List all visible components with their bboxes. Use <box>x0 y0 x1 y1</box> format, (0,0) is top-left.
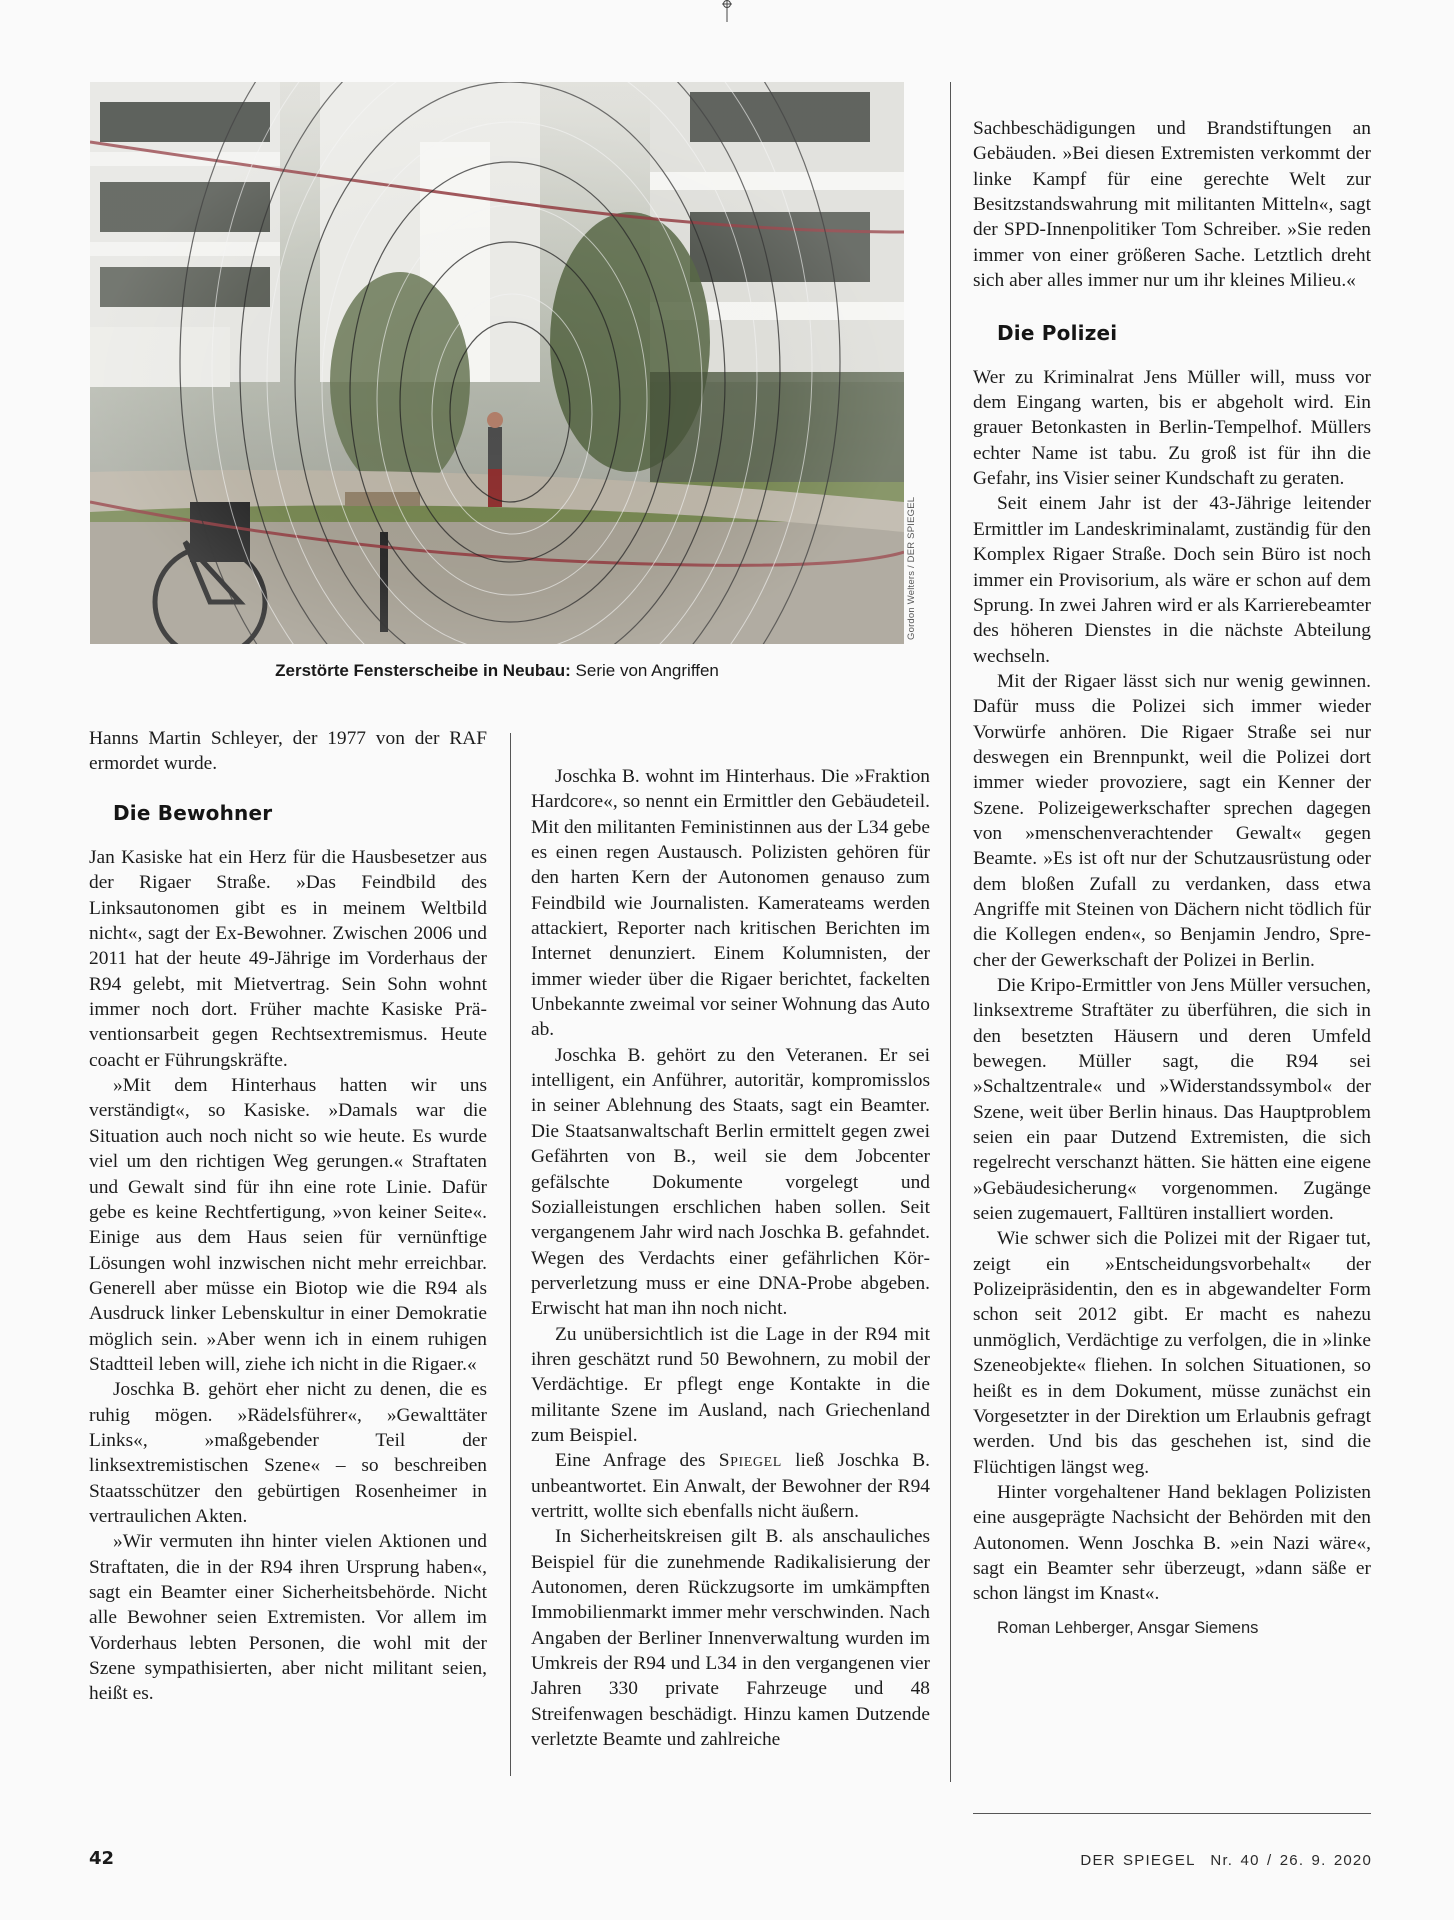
paragraph: Joschka B. gehört eher nicht zu denen, die es ruhig mögen. »Rädelsführer«, »Gewalttäter Links«, »maßgebender Teil der linksextremistischen Szene« – so beschreiben Staatsschützer den gebürtigen Rosenheimer in vertraulichen Akten. <box>89 1379 487 1527</box>
paragraph: Sachbeschädigungen und Brandstiftungen an Gebäuden. »Bei diesen Extremisten verkommt der linke Kampf für eine gerechte Welt zur Besitzstandswahrung mit militanten Mitteln«, sagt der SPD-Innenpolitiker Tom Schreiber. »Sie reden immer von einer größeren Sache. Letztlich dreht sich aber alles immer nur um ihr kleines Milieu.« <box>973 118 1371 292</box>
paragraph: Seit einem Jahr ist der 43-Jährige leitender Ermittler im Landeskriminalamt, zuständig für den Komplex Rigaer Straße. Doch sein Büro ist noch immer ein Provisorium, als wäre er schon auf dem Sprung. In zwei Jahren wird er als Karrierebeamter des höheren Dienstes in die nächste Abteilung wechseln. <box>973 493 1371 667</box>
photo-caption <box>90 661 904 681</box>
paragraph: In Sicherheitskreisen gilt B. als anschauliches Beispiel für die zunehmende Radikalisierung der Autonomen, deren Rückzugsorte im umkämpften Immobilienmarkt immer mehr verschwinden. Nach Angaben der Berliner Innenverwaltung wurden im Umkreis der R94 und L34 in den vergangenen vier Jahren 330 private Fahrzeuge und 48 Streifenwagen beschädigt. Hinzu kamen Dutzende verletzte Beamte und zahlreiche <box>531 1526 931 1751</box>
section-heading-polizei: Die Polizei <box>997 321 1118 346</box>
paragraph: Jan Kasiske hat ein Herz für die Hausbesetzer aus der Rigaer Straße. »Das Feindbild des Linksautonomen gibt es in meinem Weltbild nicht«, sagt der Ex-Bewohner. Zwischen 2006 und 2011 hat der heute 49-Jährige im Vorderhaus der R94 gelebt, mit Mietvertrag. Sein Sohn wohnt immer noch dort. Früher machte Kasiske Präventionsarbeit gegen Rechtsextremismus. Heute coacht er Führungskräfte. <box>89 847 487 1071</box>
issue-date: Nr. 40 / 26. 9. 2020 <box>1210 1852 1372 1869</box>
caption-title: Zerstörte Fensterscheibe in Neubau: <box>275 661 571 680</box>
page-number: 42 <box>89 1848 115 1869</box>
publication-name: DER SPIEGEL <box>1080 1852 1196 1869</box>
article-photo <box>90 82 904 644</box>
paragraph: Wer zu Kriminalrat Jens Müller will, muss vor dem Eingang warten, bis er abgeholt wird. Ein grauer Betonkasten in Berlin-Tempelhof. Müllers echter Name ist tabu. Zu groß ist für ihn die Gefahr, ins Visier seiner Kundschaft zu geraten. <box>973 366 1371 490</box>
end-rule <box>973 1813 1371 1814</box>
paragraph: Hanns Martin Schleyer, der 1977 von der RAF ermordet wurde. <box>89 728 487 775</box>
paragraph: Zu unübersichtlich ist die Lage in der R94 mit ihren geschätzt rund 50 Bewohnern, zu mobil der Verdächtige. Er pflegt enge Kontakte in die militante Szene im Ausland, nach Griechenland zum Beispiel. <box>531 1323 930 1446</box>
caption-text: Serie von Angriffen <box>570 661 719 680</box>
paragraph: Die Kripo-Ermittler von Jens Müller versuchen, linksextreme Straftäter zu überführen, die sich in den besetzten Häusern und deren Umfeld bewegen. Müller sagt, die R94 sei »Schaltzentrale« und »Widerstandssymbol« der Szene, weit über Berlin hinaus. Das Hauptproblem seien ein paar Dutzend Extremisten, die sich regelrecht verschanzt hätten. Sie hätten eine eigene »Gebäudesicherung« vorgenommen. Zugänge seien zugemauert, Falltüren installiert worden. <box>973 975 1371 1225</box>
paragraph <box>531 1448 930 1524</box>
column-divider <box>950 82 951 1782</box>
paragraph: »Wir vermuten ihn hinter vielen Aktionen und Straftaten, die in der R94 ihren Ursprung haben«, sagt ein Beamter einer Sicherheitsbehörde. Nicht alle Bewohner seien Extremisten. Vor allem im Vorderhaus lebten Personen, die wohl mit der Szene sympathisierten, aber nicht militant seien, heißt es. <box>89 1531 487 1705</box>
publication-name: Spiegel <box>718 1450 782 1472</box>
paragraph: Wie schwer sich die Polizei mit der Rigaer tut, zeigt ein »Entscheidungsvorbehalt« der Polizeipräsidentin, den es in abgewandelter Form schon seit 2012 gibt. Er macht es nahezu unmöglich, Verdächtige zu verfolgen, die in »linke Szeneobjekte« fliehen. In solchen Situationen, so heißt es in dem Dokument, müsse zunächst ein Vorgesetzter in der Direktion um Erlaubnis gefragt werden. Und bis das geschehen ist, sind die Flüchtigen längst weg. <box>973 1228 1371 1478</box>
section-heading-bewohner: Die Bewohner <box>113 800 273 825</box>
article-column-2 <box>531 764 930 1752</box>
photo-credit: Gordon Welters / DER SPIEGEL <box>906 496 917 640</box>
article-column-3 <box>973 116 1371 1641</box>
shattered-window-photo <box>90 82 904 644</box>
author-byline: Roman Lehberger, Ansgar Siemens <box>997 1618 1259 1637</box>
text-run: Eine Anfrage des <box>555 1450 719 1472</box>
column-divider <box>510 733 511 1776</box>
paragraph: Joschka B. gehört zu den Veteranen. Er sei intelligent, ein Anführer, autoritär, kompromisslos in seiner Ablehnung des Staats, sagt ein Beamter. Die Staatsanwaltschaft Berlin ermittelt gegen zwei Gefährten von B., weil sie dem Jobcenter gefälschte Dokumente vorgelegt und Sozialleistungen erschlichen haben sollen. Seit vergangenem Jahr wird nach Joschka B. gefahndet. Wegen des Verdachts einer gefährlichen Körperverletzung muss er eine DNA-Probe abgeben. Erwischt hat man ihn noch nicht. <box>531 1044 930 1320</box>
paragraph: Mit der Rigaer lässt sich nur wenig gewinnen. Dafür muss die Polizei sich immer wieder Vorwürfe anhören. Die Rigaer Straße sei nur deswegen ein Brennpunkt, weil die Polizei dort immer wieder provoziere, sagt ein Kenner der Szene. Polizeigewerkschafter sprechen dagegen von »menschenverachtender Gewalt« gegen Beamte. »Es ist oft nur der Schutzausrüstung oder dem bloßen Zufall zu verdanken, dass etwa Angriffe mit Steinen von Dächern nicht tödlich für die Kollegen enden«, so Benjamin Jendro, Sprecher der Gewerkschaft der Polizei in Berlin. <box>973 670 1371 971</box>
registration-mark-icon <box>721 0 733 22</box>
paragraph: »Mit dem Hinterhaus hatten wir uns verständigt«, so Kasiske. »Damals war die Situation auch noch nicht so wie heute. Es wurde viel um den richtigen Weg gerungen.« Straftaten und Gewalt sind für ihn eine rote Linie. Dafür gebe es keine Rechtfertigung, »von keiner Seite«. Einige aus dem Haus seien für vernünftige Lösungen wohl inzwischen nicht mehr erreichbar. Generell aber müsse ein Biotop wie die R94 als Ausdruck linker Lebenskultur in einer Demokratie möglich sein. »Aber wenn ich in einem ruhigen Stadtteil leben will, ziehe ich nicht in die Rigaer.« <box>89 1075 487 1375</box>
paragraph: Hinter vorgehaltener Hand beklagen Polizisten eine ausgeprägte Nachsicht der Behörden mit den Autonomen. Wenn Joschka B. »ein Nazi wäre«, sagt ein Beamter sehr überzeugt, »dann säße er schon längst im Knast«. <box>973 1481 1371 1605</box>
article-column-1 <box>89 726 487 1707</box>
publication-footer <box>1080 1852 1372 1869</box>
paragraph: Joschka B. wohnt im Hinterhaus. Die »Fraktion Hardcore«, so nennt ein Ermittler den Gebäudeteil. Mit den militanten Feministinnen aus der L34 gebe es einen regen Austausch. Polizisten gehören für den harten Kern der Autonomen genauso zum Feindbild wie Journalisten. Kamerateams werden attackiert, Reporter nach kritischen Berichten im Internet denunziert. Einem Kolumnisten, der immer wieder über die Rigaer berichtet, fackelten Unbekannte zweimal vor seiner Wohnung das Auto ab. <box>531 766 930 1041</box>
text-run: ließ Joschka B. unbeantwortet. Ein Anwalt, der Bewohner der R94 vertritt, wollte sich ebenfalls nicht äußern. <box>531 1450 930 1522</box>
